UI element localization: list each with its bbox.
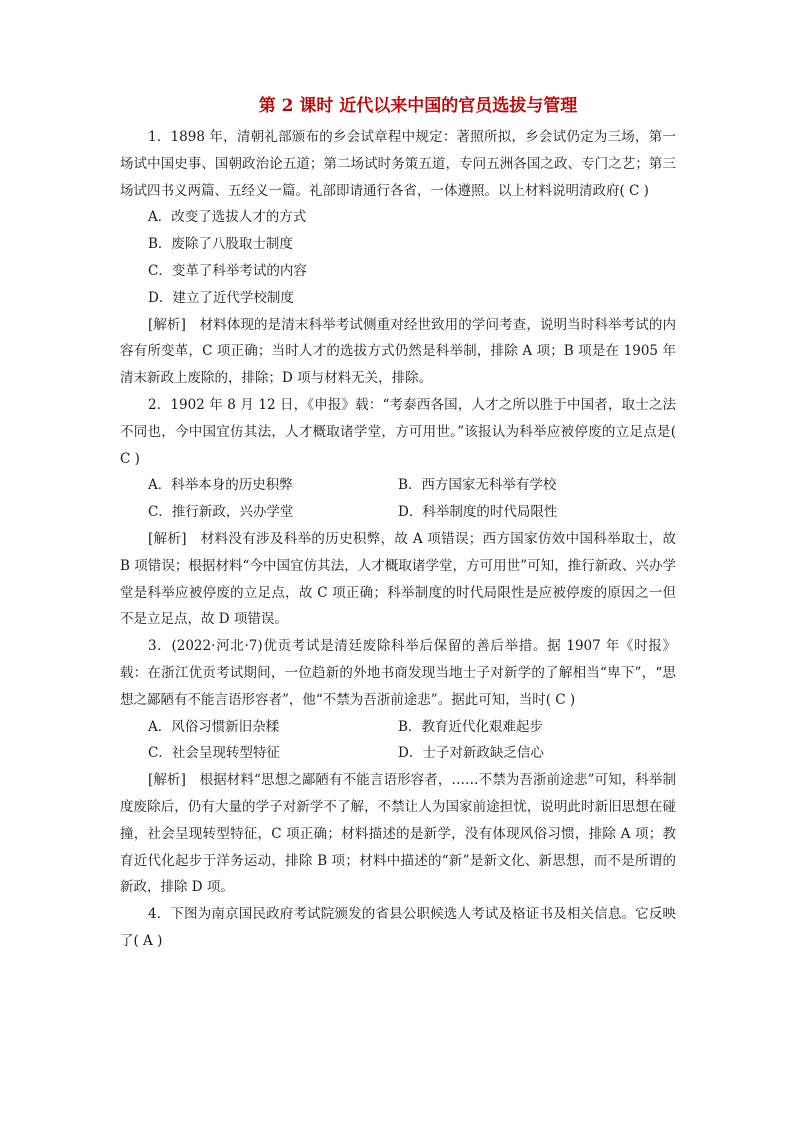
question-3-stem <box>120 633 676 713</box>
question-3-options-row-2 <box>148 740 676 767</box>
question-1-explanation: [解析] 材料体现的是清末科举考试侧重对经世致用的学问考查，说明当时科举考试的内容有所变革，C 项正确；当时人才的选拔方式仍然是科举制，排除 A 项；B 项是在 1905 年清末新政上废除的，排除；D 项与材料无关，排除。 <box>120 316 676 387</box>
question-3 <box>120 633 676 901</box>
question-1-option-b: B．废除了八股取士制度 <box>148 236 293 253</box>
question-4-stem <box>120 901 676 955</box>
question-2-option-a: A．科举本身的历史积弊 <box>148 477 293 494</box>
question-3-options-row-1 <box>148 714 676 741</box>
question-2-options-row-1 <box>148 472 676 499</box>
question-3-option-b: B．教育近代化艰难起步 <box>398 718 543 735</box>
question-3-answer: ( C ) <box>545 691 576 708</box>
question-2-answer: ( C ) <box>120 423 676 467</box>
question-2-stem-text: 2．1902 年 8 月 12 日，《申报》载：“考泰西各国，人才之所以胜于中国者，取士之法不同也，今中国宜仿其法，人才概取诸学堂，方可用世。”该报认为科举应被停废的立足点是 <box>120 396 676 440</box>
question-1 <box>120 124 676 392</box>
question-2-option-d: D．科举制度的时代局限性 <box>398 504 558 521</box>
question-2-option-b: B．西方国家无科举有学校 <box>398 477 557 494</box>
question-1-stem <box>120 124 676 204</box>
question-3-option-a: A．风俗习惯新旧杂糅 <box>148 718 280 735</box>
question-3-option-c: C．社会呈现转型特征 <box>148 745 280 762</box>
question-3-option-d: D．士子对新政缺乏信心 <box>398 745 544 762</box>
lesson-title: 第 2 课时 近代以来中国的官员选拔与管理 <box>258 96 578 116</box>
question-3-explanation: [解析] 根据材料“思想之鄙陋有不能言语形容者，……不禁为吾浙前途悲”可知，科举制度废除后，仍有大量的学子对新学不了解，不禁让人为国家前途担忧，说明此时新旧思想在碰撞，社会呈现转型特征，C 项正确；材料描述的是新学，没有体现风俗习惯，排除 A 项；教育近代化起步于洋务运动，排除 B 项；材料中描述的“新”是新文化、新思想，而不是所谓的新政，排除 D 项。 <box>120 772 676 896</box>
question-2-option-c: C．推行新政，兴办学堂 <box>148 504 294 521</box>
question-4 <box>120 901 676 955</box>
question-2-stem <box>120 392 676 472</box>
question-1-option-a: A．改变了选拔人才的方式 <box>148 209 307 226</box>
question-2-options-row-2 <box>148 499 676 526</box>
question-1-option-d: D．建立了近代学校制度 <box>148 289 294 306</box>
question-1-option-c: C．变革了科举考试的内容 <box>148 262 307 279</box>
question-4-answer: ( A ) <box>133 932 163 949</box>
question-1-stem-text: 1．1898 年，清朝礼部颁布的乡会试章程中规定：著照所拟，乡会试仍定为三场，第一场试中国史事、国朝政治论五道；第二场试时务策五道，专问五洲各国之政、专门之艺；第三场试四书义两篇、五经义一篇。礼部即请通行各省，一体遵照。以上材料说明清政府 <box>120 129 676 199</box>
question-3-stem-text: 3．(2022·河北·7)优贡考试是清廷废除科举后保留的善后举措。据 1907 年《时报》载：在浙江优贡考试期间，一位趋新的外地书商发现当地士子对新学的了解相当“卑下”，“思想之鄙陋有不能言语形容者”，他“不禁为吾浙前途悲”。据此可知，当时 <box>120 638 676 708</box>
document-page <box>120 94 676 955</box>
question-2 <box>120 392 676 633</box>
question-4-stem-text: 4．下图为南京国民政府考试院颁发的省县公职候选人考试及格证书及相关信息。它反映了 <box>120 906 676 949</box>
question-1-answer: ( C ) <box>619 182 649 199</box>
question-2-explanation: [解析] 材料没有涉及科举的历史积弊，故 A 项错误；西方国家仿效中国科举取士，故 B 项错误；根据材料“今中国宜仿其法，人才概取诸学堂，方可用世”可知，推行新政、兴办学堂是科举应被停废的立足点，故 C 项正确；科举制度的时代局限性是应被停废的原因之一但不是立足点，故 D 项错误。 <box>120 530 676 628</box>
